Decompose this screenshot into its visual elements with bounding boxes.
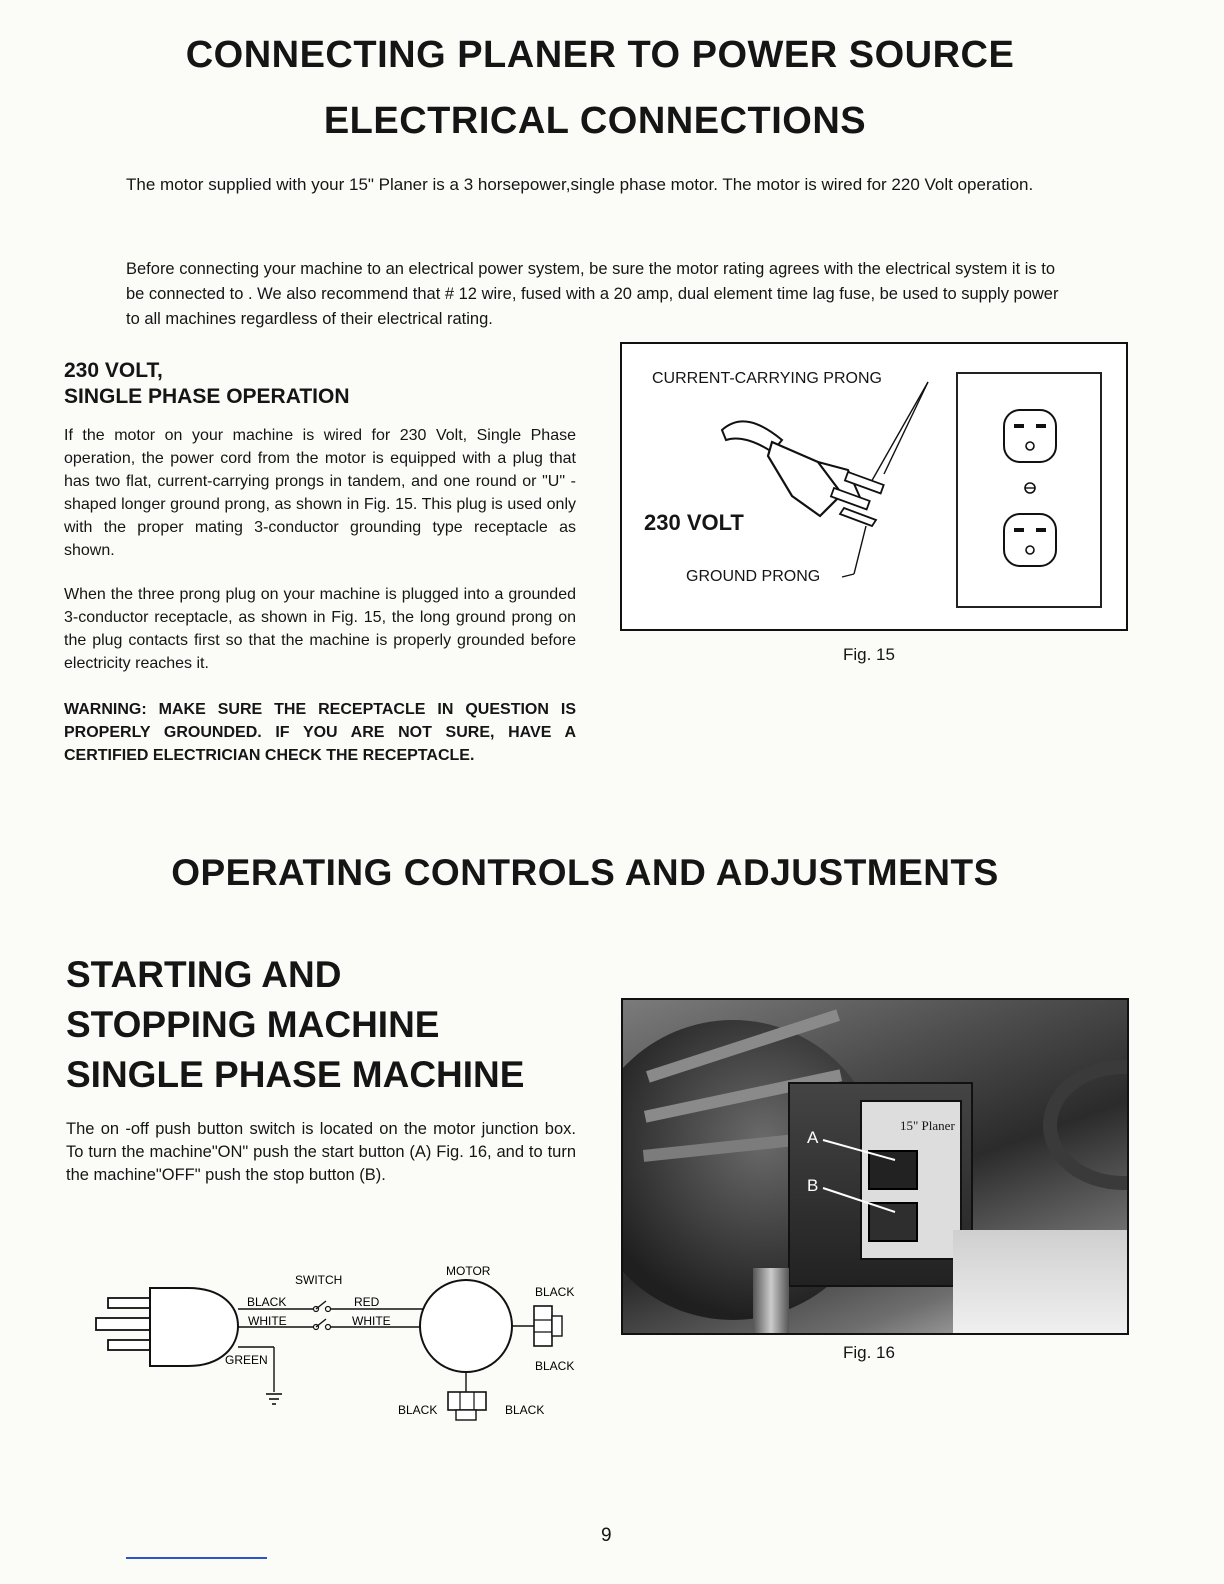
label-current-carrying-prong: CURRENT-CARRYING PRONG bbox=[652, 370, 882, 387]
fig16-photo bbox=[621, 998, 1129, 1335]
starting-heading-line2: STOPPING MACHINE bbox=[66, 1004, 440, 1045]
wire-label-motor: MOTOR bbox=[446, 1264, 491, 1278]
label-b: B bbox=[807, 1176, 819, 1195]
page-title: CONNECTING PLANER TO POWER SOURCE bbox=[185, 34, 1015, 76]
wire-label-white-2: WHITE bbox=[352, 1314, 391, 1328]
receptacle-plate bbox=[956, 372, 1102, 608]
wiring-diagram bbox=[88, 1258, 588, 1448]
wire-label-switch: SWITCH bbox=[295, 1273, 343, 1287]
section-230-heading-line1: 230 VOLT, bbox=[64, 359, 163, 382]
footer-divider bbox=[126, 1557, 267, 1559]
wire-label-green: GREEN bbox=[225, 1353, 268, 1367]
label-ground-prong: GROUND PRONG bbox=[686, 568, 821, 585]
plug-icon bbox=[96, 1288, 238, 1366]
wire-label-black-2: BLACK bbox=[535, 1285, 575, 1299]
section-230-paragraph-2: When the three prong plug on your machine is plugged into a grounded 3-conductor receptacle, as shown in Fig. 15, the long ground prong on the plug contacts first so that the machine is properly grounded before electricity reaches it. bbox=[64, 586, 576, 672]
label-a: A bbox=[807, 1128, 819, 1147]
starting-paragraph: The on -off push button switch is located on the motor junction box. To turn the machine"ON" push the start button (A) Fig. 16, and to turn the machine"OFF" push the stop button (B). bbox=[66, 1120, 576, 1184]
wire-label-black-1: BLACK bbox=[247, 1295, 287, 1309]
switch-icon bbox=[314, 1301, 331, 1330]
page-number: 9 bbox=[601, 1525, 612, 1546]
section-starting-stopping bbox=[66, 950, 576, 1187]
operating-controls-title: OPERATING CONTROLS AND ADJUSTMENTS bbox=[171, 852, 999, 893]
junction-box-label: 15" Planer bbox=[900, 1118, 955, 1133]
motor-icon bbox=[420, 1280, 512, 1372]
wire-label-black-3: BLACK bbox=[535, 1359, 575, 1373]
capacitor-bottom-icon bbox=[448, 1392, 486, 1410]
section-title-electrical: ELECTRICAL CONNECTIONS bbox=[323, 100, 867, 142]
section-230-volt bbox=[64, 358, 576, 767]
fig15-frame bbox=[620, 342, 1128, 631]
intro-paragraph-1: The motor supplied with your 15" Planer is a 3 horsepower,single phase motor. The motor is wired for 220 Volt operation. bbox=[126, 175, 1034, 194]
wire-label-black-4: BLACK bbox=[398, 1403, 438, 1417]
warning-text: WARNING: MAKE SURE THE RECEPTACLE IN QUESTION IS PROPERLY GROUNDED. IF YOU ARE NOT SURE, HAVE A CERTIFIED ELECTRICIAN CHECK THE RECEPTACLE. bbox=[64, 701, 576, 764]
duplex-receptacle-icon bbox=[958, 374, 1100, 606]
label-230-volt: 230 VOLT bbox=[644, 510, 744, 535]
section-230-paragraph-1: If the motor on your machine is wired for 230 Volt, Single Phase operation, the power cord from the motor is equipped with a plug that has two flat, current-carrying prongs in tandem, and one round or "U" -shaped longer ground prong, as shown in Fig. 15. This plug is used only with the proper mating 3-conductor grounding type receptacle as shown. bbox=[64, 427, 576, 559]
wire-label-black-5: BLACK bbox=[505, 1403, 545, 1417]
intro-paragraph-2: Before connecting your machine to an electrical power system, be sure the motor rating agrees with the electrical system it is to be connected to . We also recommend that # 12 wire, fused with a 20 amp, dual element time lag fuse, be used to supply power to all machines regardless of their electrical rating. bbox=[126, 260, 1059, 328]
wire-label-red: RED bbox=[354, 1295, 380, 1309]
capacitor-right-icon bbox=[534, 1306, 552, 1346]
starting-heading-line1: STARTING AND bbox=[66, 954, 342, 995]
starting-heading-line3: SINGLE PHASE MACHINE bbox=[66, 1054, 525, 1095]
fig15-caption: Fig. 15 bbox=[843, 645, 895, 664]
section-230-heading-line2: SINGLE PHASE OPERATION bbox=[64, 385, 350, 408]
wire-label-white-1: WHITE bbox=[248, 1314, 287, 1328]
fig16-caption: Fig. 16 bbox=[843, 1343, 895, 1362]
